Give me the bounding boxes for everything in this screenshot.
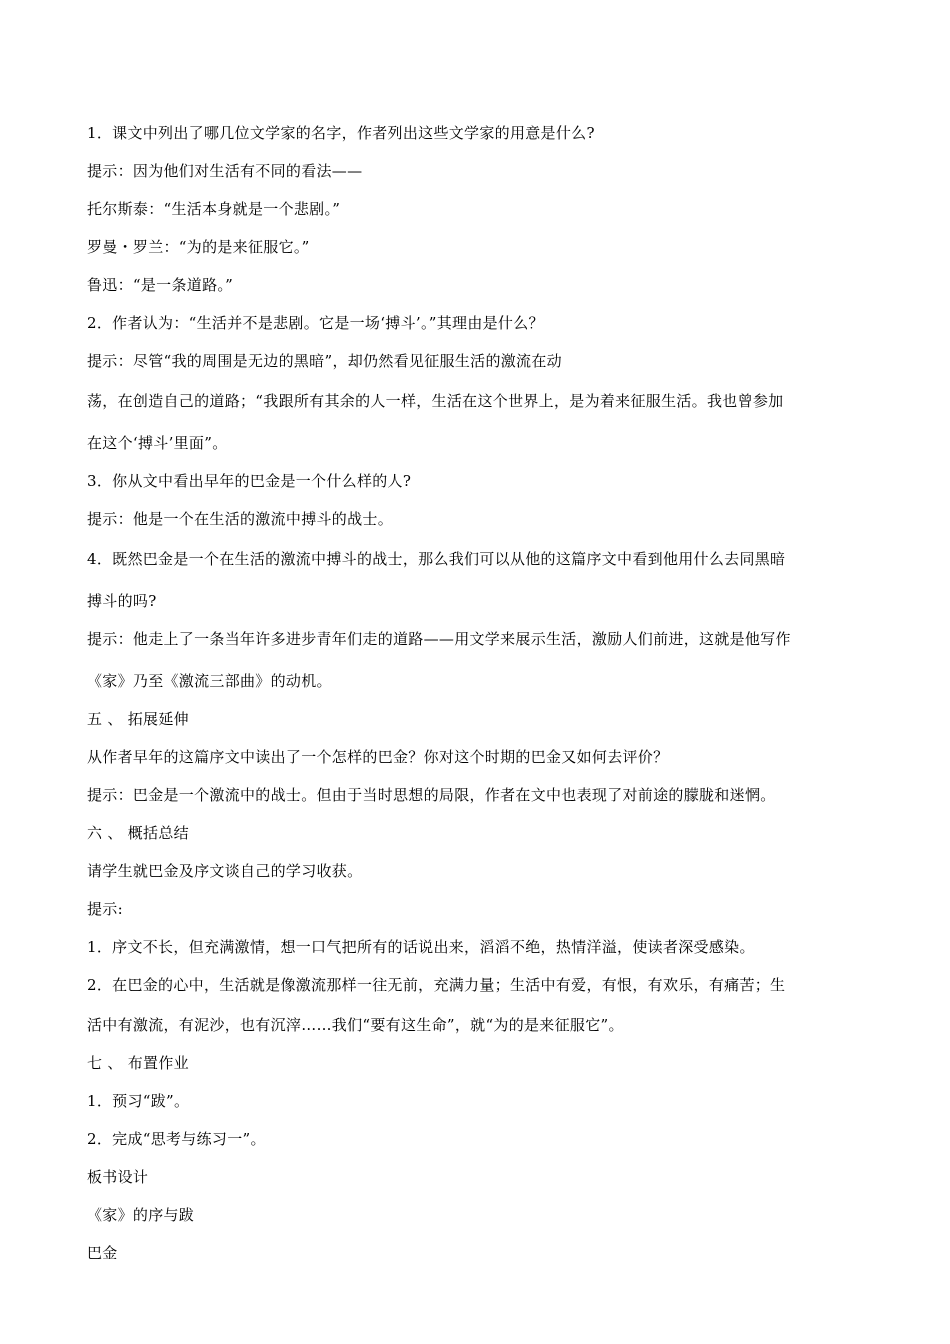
homework-2: 2．完成“思考与练习一”。 <box>87 1130 266 1148</box>
section-5-heading: 五 、 拓展延伸 <box>87 710 189 728</box>
quote-rolland: 罗曼・罗兰：“为的是来征服它。” <box>87 238 310 256</box>
hint-2-line-1: 提示：尽管“我的周围是无边的黑暗”，却仍然看见征服生活的激流在动 <box>87 352 562 370</box>
homework-1: 1．预习“跋”。 <box>87 1092 190 1110</box>
quote-tolstoy: 托尔斯泰：“生活本身就是一个悲剧。” <box>87 200 341 218</box>
section-7-heading: 七 、 布置作业 <box>87 1054 189 1072</box>
hint-4-line-2: 《家》乃至《激流三部曲》的动机。 <box>87 672 332 690</box>
question-2: 2．作者认为：“生活并不是悲剧。它是一场‘搏斗’。”其理由是什么？ <box>87 314 544 332</box>
summary-point-2-line-1: 2．在巴金的心中，生活就是像激流那样一往无前，充满力量；生活中有爱，有恨，有欢乐，有痛苦；生 <box>87 976 786 994</box>
hint-1: 提示：因为他们对生活有不同的看法—— <box>87 162 363 180</box>
quote-luxun: 鲁迅：“是一条道路。” <box>87 276 234 294</box>
board-author: 巴金 <box>87 1244 118 1262</box>
section-5-hint: 提示：巴金是一个激流中的战士。但由于当时思想的局限，作者在文中也表现了对前途的朦胧和迷惘。 <box>87 786 776 804</box>
hint-4-line-1: 提示：他走上了一条当年许多进步青年们走的道路——用文学来展示生活，激励人们前进，这就是他写作 <box>87 630 791 648</box>
section-6-heading: 六 、 概括总结 <box>87 824 189 842</box>
question-4-line-1: 4．既然巴金是一个在生活的激流中搏斗的战士，那么我们可以从他的这篇序文中看到他用什么去同黑暗 <box>87 550 786 568</box>
section-6-prompt: 请学生就巴金及序文谈自己的学习收获。 <box>87 862 363 880</box>
question-3: 3．你从文中看出早年的巴金是一个什么样的人? <box>87 472 412 490</box>
hint-2-line-2: 荡，在创造自己的道路；“我跟所有其余的人一样，生活在这个世界上，是为着来征服生活。我也曾参加 <box>87 392 784 410</box>
hint-3: 提示：他是一个在生活的激流中搏斗的战士。 <box>87 510 394 528</box>
section-6-hint-label: 提示: <box>87 900 123 918</box>
board-design-heading: 板书设计 <box>87 1168 149 1186</box>
question-4-line-2: 搏斗的吗? <box>87 592 157 610</box>
hint-2-line-3: 在这个‘搏斗’里面”。 <box>87 434 228 452</box>
board-title: 《家》的序与跋 <box>87 1206 195 1224</box>
summary-point-2-line-2: 活中有激流，有泥沙，也有沉滓……我们“要有这生命”，就“为的是来征服它”。 <box>87 1016 624 1034</box>
summary-point-1: 1．序文不长，但充满激情，想一口气把所有的话说出来，滔滔不绝，热情洋溢，使读者深受感染。 <box>87 938 755 956</box>
section-5-question: 从作者早年的这篇序文中读出了一个怎样的巴金？你对这个时期的巴金又如何去评价？ <box>87 748 669 766</box>
question-1: 1．课文中列出了哪几位文学家的名字，作者列出这些文学家的用意是什么? <box>87 124 595 142</box>
